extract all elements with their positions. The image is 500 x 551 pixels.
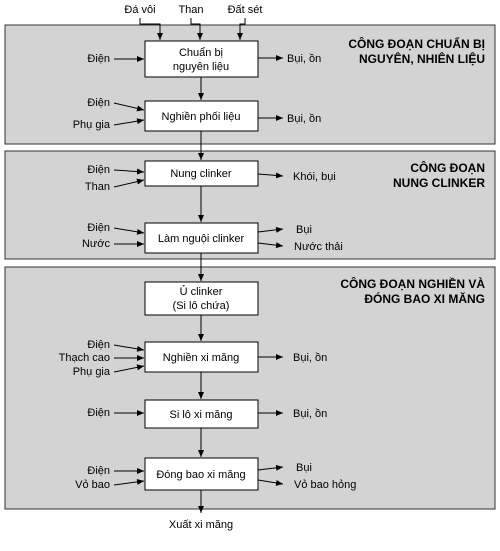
- input-packaging: Vỏ bao: [75, 479, 110, 491]
- input-electricity-4: Điện: [87, 222, 110, 234]
- input-coal-label: Than: [178, 4, 204, 16]
- input-electricity-7: Điện: [87, 465, 110, 477]
- output-dust-noise-2: Bụi, ồn: [287, 113, 322, 125]
- input-electricity-1: Điện: [87, 53, 110, 65]
- output-damaged-bags: Vỏ bao hỏng: [294, 479, 357, 491]
- stage-1-title-line1: CÔNG ĐOẠN CHUẨN BỊ: [348, 37, 485, 51]
- process-clinker-cooling-label: Làm nguội clinker: [157, 233, 245, 245]
- output-dust-noise-3: Bụi, ồn: [293, 352, 328, 364]
- input-additive-1: Phụ gia: [72, 119, 110, 131]
- input-water: Nước: [81, 238, 110, 250]
- process-clinker-silo-line2: (Si lô chứa): [172, 300, 230, 312]
- input-gypsum: Thạch cao: [58, 352, 110, 364]
- stage-3-title-line1: CÔNG ĐOẠN NGHIỀN VÀ: [340, 277, 485, 291]
- input-limestone-label: Đá vôi: [124, 4, 156, 16]
- output-dust-noise-1: Bụi, ồn: [287, 53, 322, 65]
- process-prepare-materials-line1: Chuẩn bị: [178, 47, 224, 59]
- input-electricity-6: Điện: [87, 407, 110, 419]
- final-output-label: Xuất xi măng: [168, 519, 234, 531]
- process-raw-mill-label: Nghiền phối liệu: [161, 111, 241, 123]
- output-wastewater: Nước thải: [294, 241, 343, 253]
- process-cement-mill-label: Nghiền xi măng: [162, 352, 240, 364]
- process-clinker-silo-line1: Ủ clinker: [179, 286, 223, 298]
- stage-3-title-line2: ĐÓNG BAO XI MĂNG: [364, 292, 485, 306]
- process-clinker-kiln-label: Nung clinker: [170, 168, 232, 180]
- stage-2-title-line2: NUNG CLINKER: [393, 176, 485, 190]
- process-prepare-materials-line2: nguyên liệu: [172, 61, 230, 73]
- process-cement-bagging-label: Đóng bao xi măng: [156, 469, 246, 481]
- stage-1-title-line2: NGUYÊN, NHIÊN LIỆU: [358, 52, 485, 66]
- output-dust-1: Bụi: [296, 224, 312, 236]
- input-electricity-2: Điện: [87, 97, 110, 109]
- input-electricity-5: Điện: [87, 339, 110, 351]
- input-coal-2: Than: [84, 181, 110, 193]
- input-electricity-3: Điện: [87, 164, 110, 176]
- output-dust-2: Bụi: [296, 462, 312, 474]
- process-cement-silo-label: Si lô xi măng: [169, 409, 233, 421]
- output-dust-noise-4: Bụi, ồn: [293, 408, 328, 420]
- input-clay-label: Đất sét: [227, 4, 263, 16]
- output-smoke-dust: Khói, bụi: [293, 171, 336, 183]
- input-additive-2: Phụ gia: [72, 366, 110, 378]
- stage-2-title-line1: CÔNG ĐOẠN: [410, 161, 485, 175]
